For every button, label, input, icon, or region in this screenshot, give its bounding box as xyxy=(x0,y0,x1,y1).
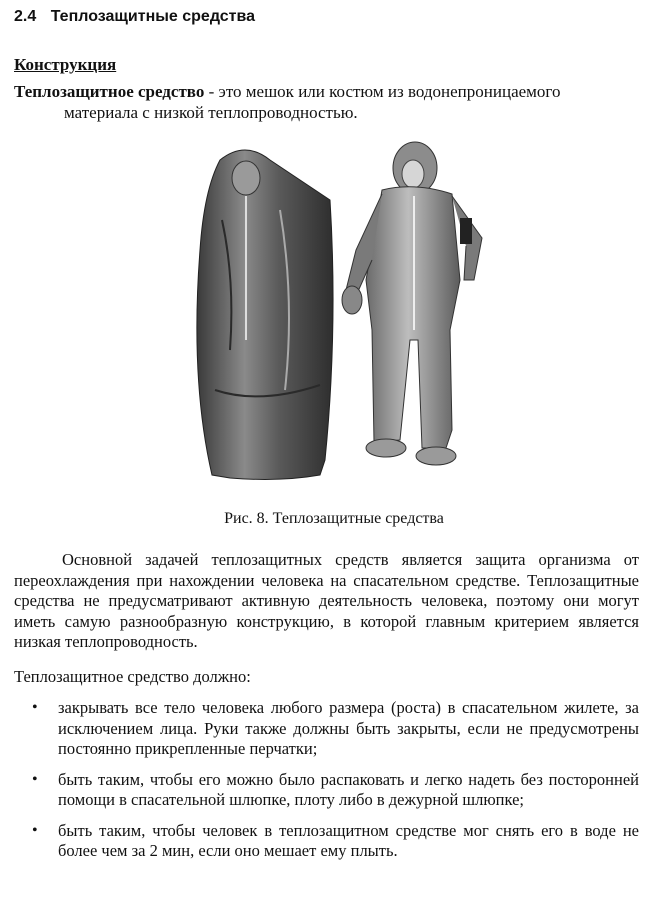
list-item-text: быть таким, чтобы его можно было распаковать и легко надеть без посторонней помощи в спасательной шлюпке, плоту либо в дежурной шлюпке; xyxy=(58,769,639,809)
definition-text-line2: материала с низкой теплопроводностью. xyxy=(64,103,358,122)
thermal-bag-image xyxy=(197,150,333,479)
section-title: Теплозащитные средства xyxy=(50,8,256,25)
list-item xyxy=(14,698,639,760)
requirements-list xyxy=(14,698,639,872)
list-item-text: быть таким, чтобы человек в теплозащитном средстве мог снять его в воде не более чем за 2 мин, если оно мешает ему плыть. xyxy=(58,820,639,860)
section-heading xyxy=(14,8,255,26)
bullet-icon: • xyxy=(32,699,38,716)
definition-text-line1: - это мешок или костюм из водонепроницаемого xyxy=(204,82,561,101)
definition-term: Теплозащитное средство xyxy=(14,82,205,101)
body-paragraph: Основной задачей теплозащитных средств является защита организма от переохлаждения при нахождении человека на спасательном средстве. Теплозащитные средства не предусматривают активную деятельность человека, поэтому они могут иметь самую разнообразную конструкцию, в которой главным критерием является низкая теплопроводность. xyxy=(14,550,639,651)
requirements-lead: Теплозащитное средство должно: xyxy=(14,667,251,686)
figure-illustration xyxy=(160,130,520,500)
bullet-icon: • xyxy=(32,821,38,839)
section-number: 2.4 xyxy=(14,8,37,25)
list-item xyxy=(14,821,639,862)
figure-thermal-protective-aids xyxy=(160,130,520,500)
definition xyxy=(14,81,654,123)
list-item-text: закрывать все тело человека любого размера (роста) в спасательном жилете, за исключением лица. Руки также должны быть закрыты, если не предусмотрены постоянно прикрепленные перчатки; xyxy=(58,698,639,758)
bullet-icon: • xyxy=(32,770,38,788)
list-item xyxy=(14,770,639,811)
figure-caption: Рис. 8. Теплозащитные средства xyxy=(224,510,444,527)
subheading: Конструкция xyxy=(14,55,117,74)
thermal-suit-image xyxy=(342,142,482,465)
